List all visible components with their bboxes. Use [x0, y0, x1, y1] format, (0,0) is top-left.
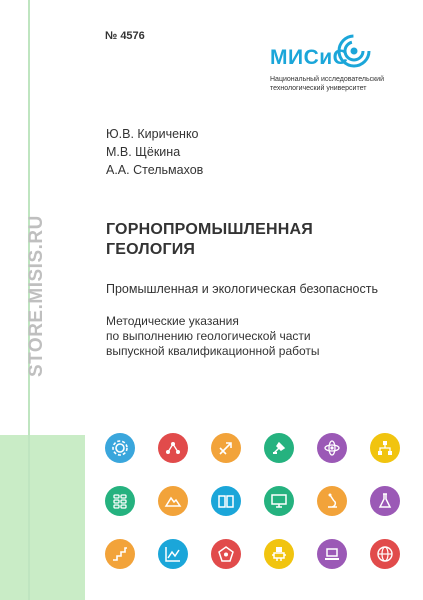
- authors: [106, 125, 203, 179]
- book-description: [106, 314, 406, 359]
- hierarchy-icon: [370, 433, 400, 463]
- flask-icon: [370, 486, 400, 516]
- logo-subtitle-line1: Национальный исследовательский: [270, 76, 384, 83]
- arrows-icon: [211, 433, 241, 463]
- issue-number: № 4576: [105, 30, 145, 42]
- book-title-line1: ГОРНОПРОМЫШЛЕННАЯ: [106, 221, 313, 238]
- monitor-icon: [264, 486, 294, 516]
- gear-icon: [105, 433, 135, 463]
- robot-icon: [264, 539, 294, 569]
- chart-icon: [158, 539, 188, 569]
- globe-icon: [370, 539, 400, 569]
- mountain-icon: [158, 486, 188, 516]
- book-subtitle: Промышленная и экологическая безопасность: [106, 282, 378, 296]
- icon-grid: [105, 433, 401, 569]
- network-icon: [158, 433, 188, 463]
- book-title: [106, 220, 406, 260]
- author-3: А.А. Стельмахов: [106, 163, 204, 177]
- tools-icon: [264, 433, 294, 463]
- laptop-icon: [317, 539, 347, 569]
- logo-name: МИСиС: [270, 46, 349, 69]
- logo-subtitle-line2: технологический университет: [270, 85, 367, 92]
- grid-list-icon: [105, 486, 135, 516]
- author-1: Ю.В. Кириченко: [106, 127, 199, 141]
- author-2: М.В. Щёкина: [106, 145, 181, 159]
- stairs-icon: [105, 539, 135, 569]
- description-line1: Методические указания: [106, 314, 239, 328]
- microscope-icon: [317, 486, 347, 516]
- book-icon: [211, 486, 241, 516]
- side-label: STORE.MISIS.RU: [26, 215, 47, 377]
- book-title-line2: ГЕОЛОГИЯ: [106, 241, 196, 258]
- pentagon-icon: [211, 539, 241, 569]
- atom-icon: [317, 433, 347, 463]
- description-line3: выпускной квалификационной работы: [106, 344, 320, 358]
- logo-subtitle: [270, 75, 410, 93]
- description-line2: по выполнению геологической части: [106, 329, 311, 343]
